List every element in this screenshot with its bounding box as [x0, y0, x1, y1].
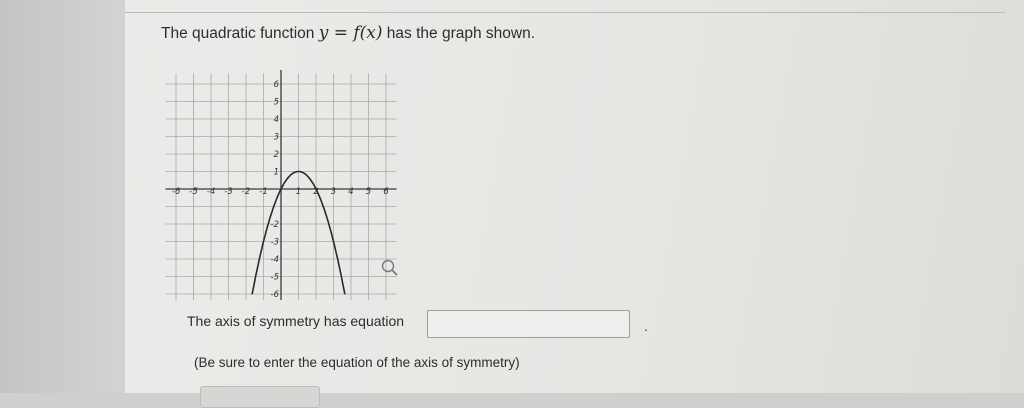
y-tick-label: 4: [273, 115, 279, 125]
question-text: [161, 23, 535, 43]
divider: [125, 12, 1005, 13]
x-tick-label: -3: [224, 187, 233, 197]
x-tick-label: 3: [330, 187, 337, 197]
y-tick-label: -3: [270, 237, 279, 248]
y-tick-label: -6: [270, 290, 279, 300]
background-left: [0, 0, 125, 393]
axis-of-symmetry-label: The axis of symmetry has equation: [187, 313, 405, 329]
y-tick-label: 3: [273, 132, 279, 143]
partial-button[interactable]: [200, 386, 320, 408]
parabola-graph: [160, 60, 410, 300]
y-tick-label: 5: [273, 97, 279, 108]
question-math: y = f(x): [318, 23, 383, 43]
y-tick-label: 2: [273, 150, 279, 160]
x-tick-label: 5: [365, 187, 372, 197]
x-tick-label: 1: [295, 187, 302, 197]
x-tick-label: -4: [206, 187, 216, 197]
y-tick-labels: [271, 80, 280, 300]
x-tick-label: 4: [348, 187, 354, 197]
y-tick-label: -5: [270, 272, 279, 283]
y-tick-label: -4: [270, 255, 279, 265]
question-prefix: The quadratic function: [161, 25, 319, 42]
x-tick-label: 6: [383, 187, 389, 197]
y-tick-label: 1: [273, 167, 279, 178]
x-tick-label: -2: [241, 187, 251, 197]
instruction-note: (Be sure to enter the equation of the axis of symmetry): [194, 355, 520, 370]
question-suffix: has the graph shown.: [382, 25, 536, 42]
x-tick-label: -5: [189, 187, 198, 197]
magnifier-icon[interactable]: [383, 261, 398, 276]
period: .: [644, 318, 648, 334]
axes: [166, 70, 397, 300]
x-tick-label: -6: [171, 187, 181, 197]
y-tick-label: 6: [273, 80, 279, 90]
x-tick-label: -1: [259, 187, 268, 197]
y-tick-label: -2: [270, 220, 279, 230]
x-tick-label: 2: [313, 187, 319, 197]
axis-equation-input[interactable]: [427, 310, 630, 338]
